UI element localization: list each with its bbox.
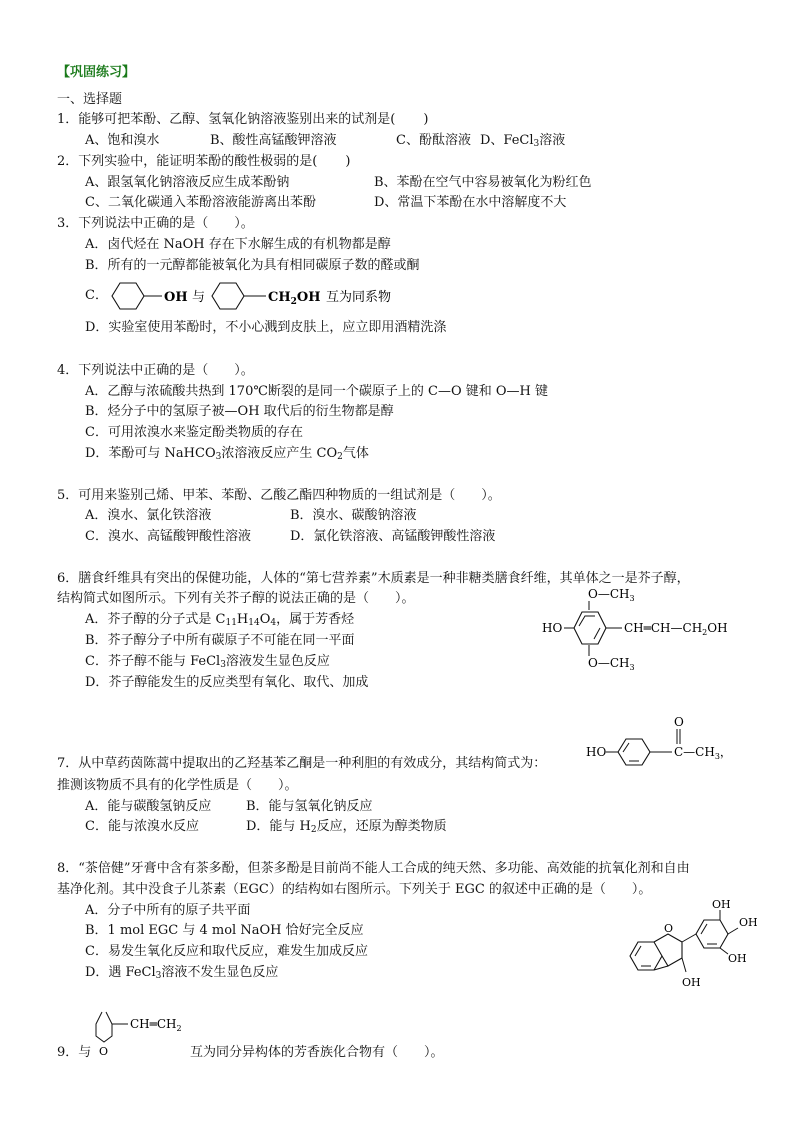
question-2-option-a: A、跟氢氧化钠溶液反应生成苯酚钠	[85, 175, 290, 190]
vinyl-label: $CH═CH_2$	[130, 1017, 182, 1033]
question-1-option-a: A、饱和溴水	[85, 133, 160, 148]
top-methoxy-label: $O—CH_3$	[588, 587, 635, 603]
hydroxy-label: HO	[586, 745, 607, 759]
question-6-option-a: A．芥子醇的分子式是 $C_{11}H_{14}O_4$，属于芳香烃	[85, 612, 355, 628]
question-6-option-c: C．芥子醇不能与 FeCl$_3$溶液发生显色反应	[85, 654, 330, 670]
question-3-option-d: D．实验室使用苯酚时，不小心溅到皮肤上，应立即用酒精洗涤	[85, 320, 447, 335]
question-4-option-a: A．乙醇与浓硫酸共热到 170℃断裂的是同一个碳原子上的 C—O 键和 O—H 键	[85, 384, 549, 399]
question-5-option-b: B．溴水、碳酸钠溶液	[290, 508, 417, 523]
question-1-option-b: B、酸性高锰酸钾溶液	[210, 133, 337, 148]
hydroxy-right-label: OH	[739, 916, 758, 929]
question-1-option-c: C、酚酞溶液	[396, 133, 471, 148]
question-6-stem-line-2: 结构简式如图所示。下列有关芥子醇的说法正确的是（ ）。	[57, 591, 415, 606]
hydroxy-label: HO	[542, 621, 563, 635]
homolog-label: 互为同系物	[326, 290, 392, 305]
question-2-option-c: C、二氧化碳通入苯酚溶液能游离出苯酚	[85, 195, 316, 210]
question-8-stem-line-2: 基净化剂。其中没食子儿茶素（EGC）的结构如右图所示。下列关于 EGC 的叙述中正确的是（ ）。	[57, 882, 652, 897]
question-8-option-d: D．遇 FeCl$_3$溶液不发生显色反应	[85, 965, 279, 981]
question-8-option-c: C．易发生氧化反应和取代反应，难发生加成反应	[85, 944, 368, 959]
question-5-option-c: C．溴水、高锰酸钾酸性溶液	[85, 529, 251, 544]
benzene-ring-icon	[574, 612, 606, 644]
question-9-prefix: 9．与	[57, 1045, 92, 1060]
question-2-stem: 2．下列实验中，能证明苯酚的酸性极弱的是( )	[57, 154, 351, 169]
hydroxy-c3-label: OH	[682, 976, 701, 989]
question-5-option-d: D．氯化铁溶液、高锰酸钾酸性溶液	[290, 529, 496, 544]
question-7-option-a: A．能与碳酸氢钠反应	[85, 799, 212, 814]
question-1-option-d: D、FeCl$_3$溶液	[480, 133, 566, 149]
question-6-stem-line-1: 6．膳食纤维具有突出的保健功能，人体的“第七营养素”木质素是一种非糖类膳食纤维，其单体之一是芥子醇，	[57, 571, 690, 586]
sinapyl-alcohol-structure	[536, 584, 746, 674]
hydroxy-lower-label: OH	[728, 952, 747, 965]
question-8-option-b: B．1 mol EGC 与 4 mol NaOH 恰好完全反应	[85, 923, 364, 938]
carbonyl-oxygen-label: O	[674, 715, 684, 729]
question-4-stem: 4．下列说法中正确的是（ ）。	[57, 363, 254, 378]
question-3-option-a: A．卤代烃在 NaOH 存在下水解生成的有机物都是醇	[85, 237, 391, 252]
question-9-stem: 互为同分异构体的芳香族化合物有（ ）。	[190, 1045, 444, 1060]
question-3-option-b: B．所有的一元醇都能被氧化为具有相同碳原子数的醛或酮	[85, 258, 420, 273]
question-7-stem-line-1: 7．从中草药茵陈蒿中提取出的乙羟基苯乙酮是一种利胆的有效成分，其结构简式为：	[57, 756, 547, 771]
question-8-stem-line-1: 8．“茶倍健”牙膏中含有茶多酚，但茶多酚是目前尚不能人工合成的纯天然、多功能、高效能的抗氧化剂和自由	[57, 861, 690, 876]
question-7-option-c: C．能与浓溴水反应	[85, 819, 199, 834]
question-6-option-d: D．芥子醇能发生的反应类型有氧化、取代、加成	[85, 675, 369, 690]
question-4-option-c: C．可用浓溴水来鉴定酚类物质的存在	[85, 425, 303, 440]
question-2-option-d: D、常温下苯酚在水中溶解度不大	[374, 195, 567, 210]
pyran-oxygen-label: O	[99, 1045, 109, 1058]
question-8-option-a: A．分子中所有的原子共平面	[85, 903, 251, 918]
hydroxyacetophenone-structure	[582, 712, 758, 770]
egc-structure	[620, 896, 760, 996]
acetyl-label: $C—CH_3$，	[674, 745, 732, 761]
question-7-stem-line-2: 推测该物质不具有的化学性质是（ ）。	[57, 778, 298, 793]
question-4-option-b: B．烃分子中的氢原子被—OH 取代后的衍生物都是醇	[85, 404, 394, 419]
question-1-stem: 1．能够可把苯酚、乙醇、氢氧化钠溶液鉴别出来的试剂是( )	[57, 112, 429, 127]
with-label: 与	[192, 290, 206, 305]
question-5-option-a: A．溴水、氯化铁溶液	[85, 508, 212, 523]
section-heading: 一、选择题	[57, 92, 123, 107]
question-7-option-d: D．能与 $H_2$反应，还原为醇类物质	[246, 819, 447, 835]
propenol-chain-label: $CH═CH—CH_2OH$	[624, 621, 728, 637]
phenol-oh-label: OH	[164, 290, 188, 305]
section-title: 【巩固练习】	[57, 65, 136, 80]
question-6-option-b: B．芥子醇分子中所有碳原子不可能在同一平面	[85, 633, 355, 648]
question-9-structure	[88, 1006, 198, 1062]
question-3-option-c-label: C．	[85, 288, 108, 303]
question-3-stem: 3．下列说法中正确的是（ ）。	[57, 216, 254, 231]
bottom-methoxy-label: $O—CH_3$	[588, 656, 635, 672]
question-2-option-b: B、苯酚在空气中容易被氧化为粉红色	[374, 175, 592, 190]
question-4-option-d: D．苯酚可与 NaHCO$_3$浓溶液反应产生 $CO_2$气体	[85, 446, 369, 462]
benzene-ring-icon	[112, 283, 144, 309]
benzyl-alcohol-label: $CH_2OH$	[268, 290, 321, 307]
ring-oxygen-label: O	[664, 922, 674, 935]
hydroxy-top-label: OH	[712, 898, 731, 911]
benzene-ring-icon	[212, 283, 244, 309]
question-7-option-b: B．能与氢氧化钠反应	[246, 799, 373, 814]
question-5-stem: 5．可用来鉴别己烯、甲苯、苯酚、乙酸乙酯四种物质的一组试剂是（ ）。	[57, 488, 501, 503]
question-3-structures	[104, 278, 404, 314]
